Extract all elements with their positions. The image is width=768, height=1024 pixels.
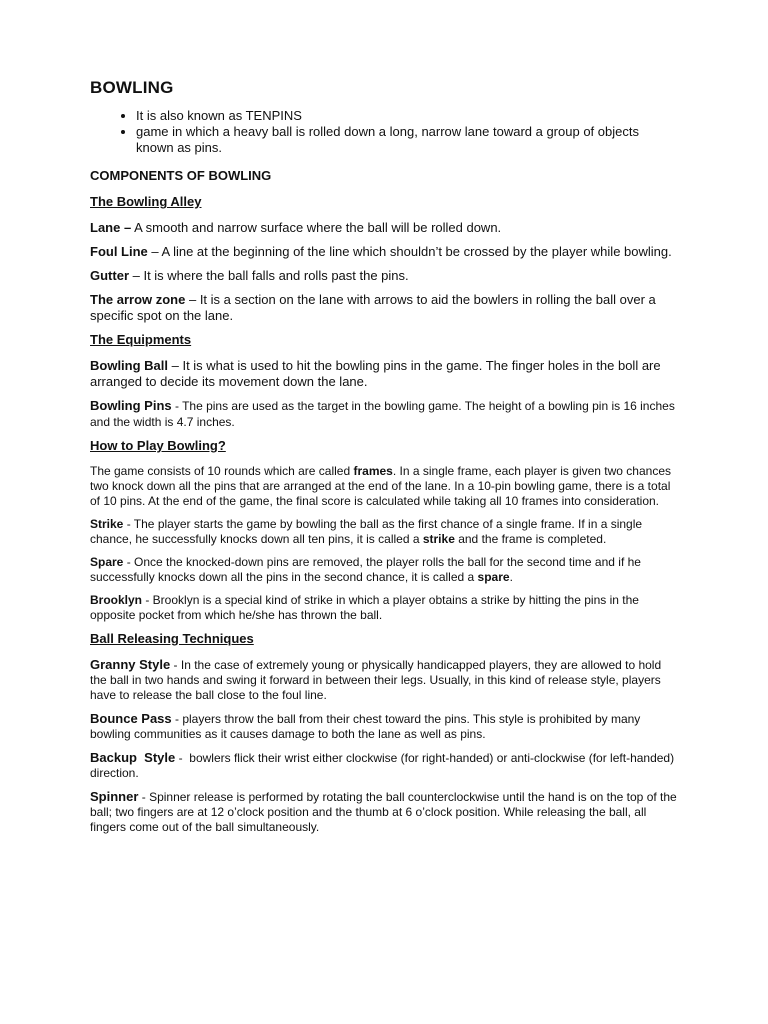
bowling-pins-text: - The pins are used as the target in the bowling game. The height of a bowling pin is 16 inches and the width is 4.7 inches.	[90, 399, 675, 429]
bowling-ball-definition	[90, 358, 680, 390]
foul-line-definition	[90, 244, 680, 260]
document-page	[90, 78, 680, 843]
strike-paragraph	[90, 517, 680, 547]
bounce-pass-term: Bounce Pass	[90, 711, 172, 726]
bounce-pass-paragraph	[90, 711, 680, 742]
bowling-ball-term: Bowling Ball	[90, 358, 168, 373]
lane-term: Lane –	[90, 220, 132, 235]
document-title: BOWLING	[90, 78, 174, 97]
frames-text-c: . In a single frame, each player is given two chances two knock down all the pins that are arranged at the end of the lane. In a 10-pin bowling game, there is a total of 10 pins. At the end of the game, the final score is calculated while taking all 10 frames into consideration.	[90, 464, 671, 508]
strike-term: Strike	[90, 517, 124, 531]
granny-style-paragraph	[90, 657, 680, 703]
gutter-text: – It is where the ball falls and rolls past the pins.	[129, 268, 409, 283]
how-to-play-heading: How to Play Bowling?	[90, 438, 226, 453]
gutter-term: Gutter	[90, 268, 129, 283]
intro-bullet-list	[90, 108, 680, 156]
bounce-pass-text: - players throw the ball from their chest toward the pins. This style is prohibited by many bowling communities as it causes damage to both the lane as well as pins.	[90, 712, 641, 741]
bowling-pins-term: Bowling Pins	[90, 398, 172, 413]
components-heading: COMPONENTS OF BOWLING	[90, 168, 272, 183]
foul-line-term: Foul Line	[90, 244, 148, 259]
frames-term: frames	[353, 464, 393, 478]
alley-heading: The Bowling Alley	[90, 194, 202, 209]
backup-style-text: - bowlers flick their wrist either clockwise (for right-handed) or anti-clockwise (for left-handed) direction.	[90, 751, 678, 780]
equipments-heading: The Equipments	[90, 332, 192, 347]
backup-style-term: Backup Style	[90, 750, 176, 765]
lane-text: A smooth and narrow surface where the ball will be rolled down.	[131, 220, 502, 235]
spare-paragraph	[90, 555, 680, 585]
frames-paragraph	[90, 464, 680, 509]
bullet-item: • It is also known as TENPINS	[136, 108, 680, 124]
bullet-item: • game in which a heavy ball is rolled down a long, narrow lane toward a group of objects known as pins.	[136, 124, 680, 156]
spare-inline-term: spare	[477, 570, 510, 584]
spinner-term: Spinner	[90, 789, 139, 804]
spare-term: Spare	[90, 555, 124, 569]
backup-style-paragraph	[90, 750, 680, 781]
brooklyn-text: - Brooklyn is a special kind of strike in which a player obtains a strike by hitting the pins in the opposite pocket from which he/she has thrown the ball.	[90, 593, 639, 622]
strike-text-a: - The player starts the game by bowling the ball as the first chance of a single frame. If in a single chance, he successfully knocks down all ten pins, it is called a	[90, 517, 643, 546]
spinner-text: - Spinner release is performed by rotating the ball counterclockwise until the hand is on the top of the ball; two fingers are at 12 o’clock position and the thumb at 6 o’clock position. While releasing the ball, all fingers come out of the ball simultaneously.	[90, 790, 677, 834]
granny-style-term: Granny Style	[90, 657, 171, 672]
lane-definition	[90, 220, 680, 236]
bowling-pins-definition	[90, 398, 680, 430]
bowling-ball-text: – It is what is used to hit the bowling pins in the game. The finger holes in the boll are arranged to decide its movement down the lane.	[90, 358, 661, 389]
gutter-definition	[90, 268, 680, 284]
granny-style-text: - In the case of extremely young or physically handicapped players, they are allowed to hold the ball in two hands and swing it forward in between their legs. Usually, in this kind of release style, players have to release the ball close to the foul line.	[90, 658, 662, 702]
foul-line-text: – A line at the beginning of the line which shouldn’t be crossed by the player while bowling.	[147, 244, 672, 259]
spare-text-a: - Once the knocked-down pins are removed, the player rolls the ball for the second time and if he successfully knocks down all the pins in the second chance, it is called a	[90, 555, 641, 584]
frames-text-a: The game consists of 10 rounds which are called	[90, 464, 354, 478]
arrow-zone-definition	[90, 292, 680, 324]
techniques-heading: Ball Releasing Techniques	[90, 631, 254, 646]
brooklyn-paragraph	[90, 593, 680, 623]
strike-inline-term: strike	[422, 532, 455, 546]
arrow-zone-text: – It is a section on the lane with arrows to aid the bowlers in rolling the ball over a specific spot on the lane.	[90, 292, 656, 323]
spinner-paragraph	[90, 789, 680, 835]
arrow-zone-term: The arrow zone	[90, 292, 186, 307]
spare-text-c: .	[509, 570, 513, 584]
brooklyn-term: Brooklyn	[90, 593, 143, 607]
strike-text-c: and the frame is completed.	[454, 532, 607, 546]
